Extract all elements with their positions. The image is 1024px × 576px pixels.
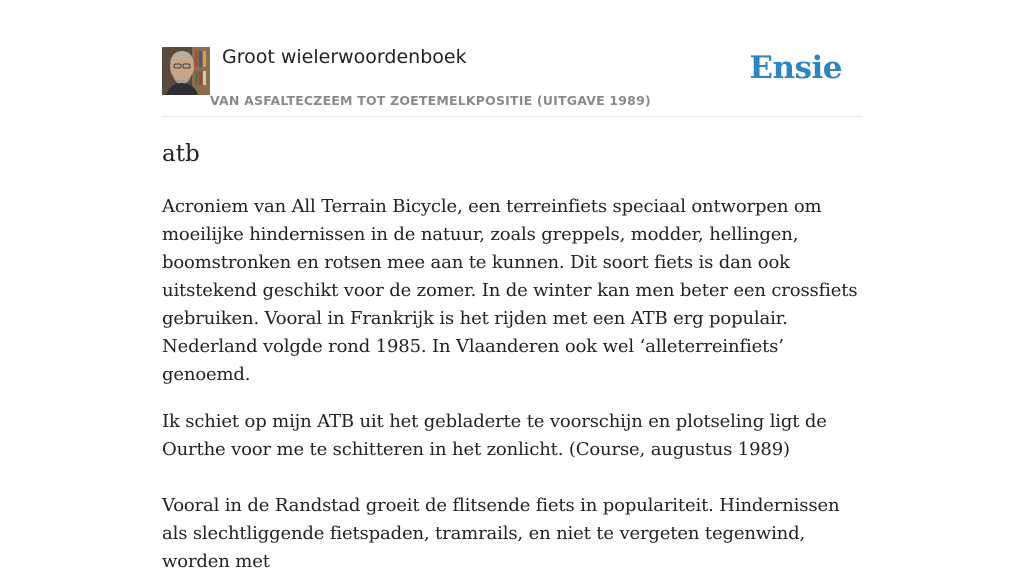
entry-quote: Ik schiet op mijn ATB uit het gebladerte te voorschijn en plotseling ligt de Ourthe voor me te schitteren in het zonlicht. (Course, augustus 1989) [162, 411, 827, 460]
author-portrait-icon[interactable] [162, 47, 210, 95]
book-title[interactable]: Groot wielerwoordenboek [222, 46, 467, 68]
entry-definition: Acroniem van All Terrain Bicycle, een terreinfiets speciaal ontworpen om moeilijke hindernissen in de natuur, zoals greppels, modder, hellingen, boomstronken en rotsen mee aan te kunnen. Dit soort fiets is dan ook uitstekend geschikt voor de zomer. In de winter kan men beter een crossfiets gebruiken. Vooral in Frankrijk is het rijden met een ATB erg populair. Nederland volgde rond 1985. In Vlaanderen ook wel ‘alleterreinfiets’ genoemd. [162, 196, 858, 385]
site-header [162, 0, 862, 117]
book-subtitle: VAN ASFALTECZEEM TOT ZOETEMELKPOSITIE (UITGAVE 1989) [210, 93, 651, 108]
ensie-logo[interactable]: Ensie [749, 50, 842, 86]
entry-headword: atb [162, 141, 200, 167]
entry-quote: Vooral in de Randstad groeit de flitsende fiets in populariteit. Hindernissen als slechtliggende fietspaden, tramrails, en niet te vergeten tegenwind, worden met [162, 495, 840, 572]
dictionary-entry [162, 138, 862, 576]
